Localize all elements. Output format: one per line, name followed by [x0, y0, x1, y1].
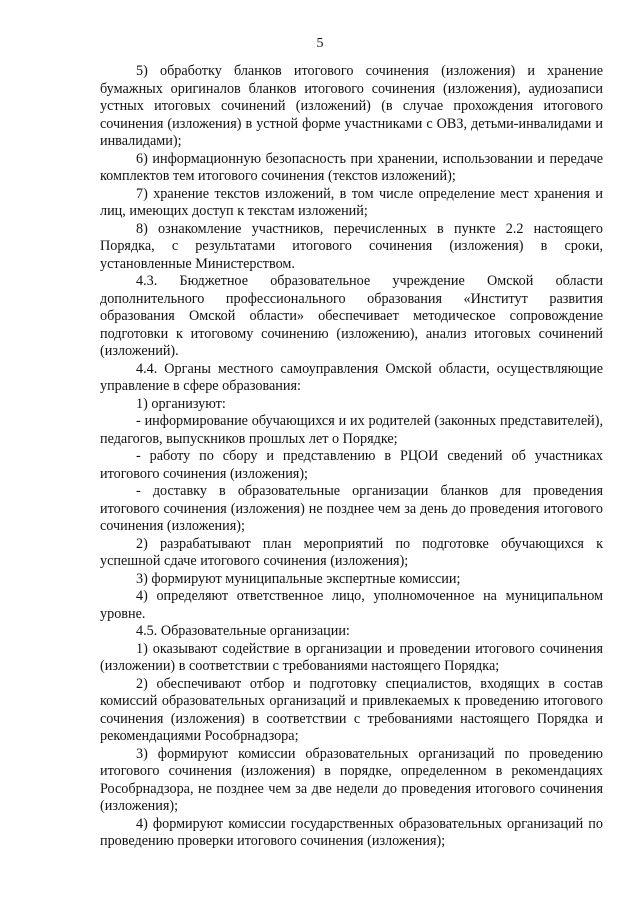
paragraph-4-4-item-1-dash-3: - доставку в образовательные организации бланков для проведения итогового сочинения (изложения) не позднее чем за день до проведения итогового сочинения (изложения);: [100, 483, 603, 534]
document-body: [100, 63, 603, 851]
paragraph-4-2-item-5: 5) обработку бланков итогового сочинения (изложения) и хранение бумажных оригиналов бланков итогового сочинения (изложения), аудиозаписи устных итоговых сочинений (изложений) (в случае прохождения итогового сочинения (изложения) в устной форме участниками с ОВЗ, детьми-инвалидами и инвалидами);: [100, 63, 603, 149]
paragraph-4-4-item-3: 3) формируют муниципальные экспертные комиссии;: [136, 570, 461, 587]
paragraph-4-4-item-4: 4) определяют ответственное лицо, уполномоченное на муниципальном уровне.: [100, 588, 603, 622]
paragraph-4-2-item-7: 7) хранение текстов изложений, в том числе определение мест хранения и лиц, имеющих доступ к текстам изложений;: [100, 185, 603, 219]
paragraph-4-4-item-1: 1) организуют:: [136, 395, 226, 412]
paragraph-4-5-item-1: 1) оказывают содействие в организации и проведении итогового сочинения (изложении) в соответствии с требованиями настоящего Порядка;: [100, 640, 603, 674]
paragraph-4-4-item-2: 2) разрабатывают план мероприятий по подготовке обучающихся к успешной сдаче итогового сочинения (изложения);: [100, 535, 603, 569]
paragraph-4-5: 4.5. Образовательные организации:: [136, 623, 350, 639]
paragraph-4-2-item-6: 6) информационную безопасность при хранении, использовании и передаче комплектов тем итогового сочинения (текстов изложений);: [100, 150, 603, 184]
paragraph-4-3: 4.3. Бюджетное образовательное учреждение Омской области дополнительного профессионального образования «Институт развития образования Омской области» обеспечивает методическое сопровождение подготовки к итоговому сочинению (изложению), анализ итоговых сочинений (изложений).: [100, 273, 603, 359]
paragraph-4-4: 4.4. Органы местного самоуправления Омской области, осуществляющие управление в сфере образования:: [100, 360, 603, 394]
paragraph-4-2-item-8: 8) ознакомление участников, перечисленных в пункте 2.2 настоящего Порядка, с результатами итогового сочинения (изложения) в сроки, установленные Министерством.: [100, 220, 603, 272]
paragraph-4-5-item-2: 2) обеспечивают отбор и подготовку специалистов, входящих в состав комиссий образовательных организаций и привлекаемых к проведению итогового сочинения (изложения) в соответствии с требованиями настоящего Порядка и рекомендациями Рособрнадзора;: [100, 675, 603, 744]
paragraph-4-4-item-1-dash-1: - информирование обучающихся и их родителей (законных представителей), педагогов, выпускников прошлых лет о Порядке;: [100, 413, 603, 447]
page-number: 5: [316, 36, 324, 51]
paragraph-4-4-item-1-dash-2: - работу по сбору и представлению в РЦОИ сведений об участниках итогового сочинения (изложения);: [100, 448, 603, 482]
paragraph-4-5-item-4: 4) формируют комиссии государственных образовательных организаций по проведению проверки итогового сочинения (изложения);: [100, 815, 603, 849]
paragraph-4-5-item-3: 3) формируют комиссии образовательных организаций по проведению итогового сочинения (изложения) в порядке, определенном в рекомендациях Рособрнадзора, не позднее чем за две недели до проведения итогового сочинения (изложения);: [100, 745, 603, 814]
